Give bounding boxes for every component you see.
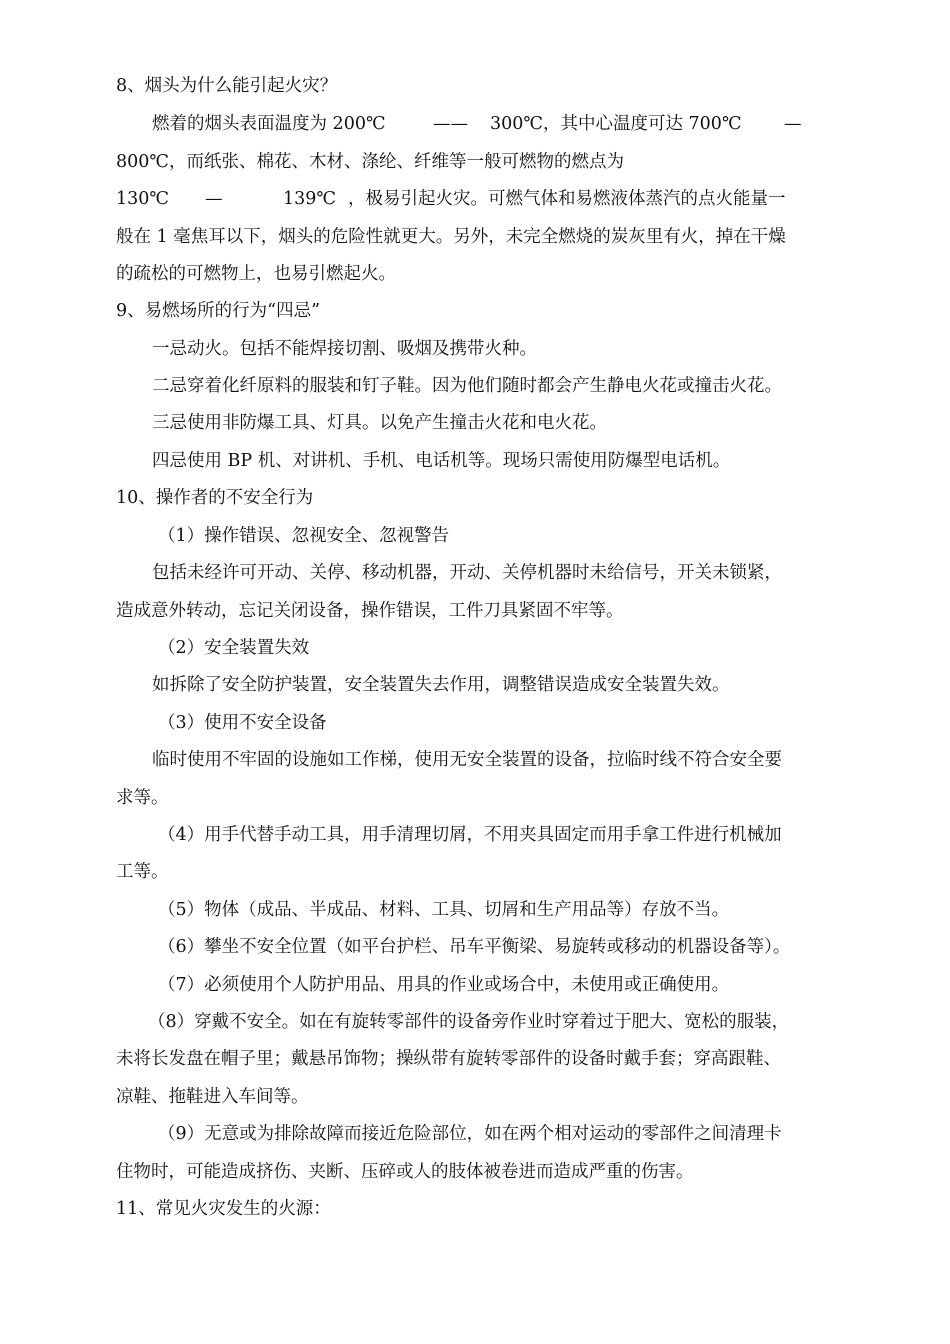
paragraph-text: — [784,114,802,134]
paragraph-text: （6）攀坐不安全位置（如平台护栏、吊车平衡梁、易旋转或移动的机器设备等）。 [158,937,791,957]
paragraph-text: （7）必须使用个人防护用品、用具的作业或场合中，未使用或正确使用。 [158,975,730,995]
list-item: 三忌使用非防爆工具、灯具。以免产生撞击火花和电火花。 [152,413,607,433]
subheading: （1）操作错误、忽视安全、忽视警告 [158,526,450,546]
section-8-heading: 8、烟头为什么能引起火灾？ [116,76,338,96]
paragraph-text: 300℃，其中心温度可达 700℃ [490,114,742,134]
paragraph-text: 工等。 [116,862,169,882]
paragraph-text: 800℃，而纸张、棉花、木材、涤纶、纤维等一般可燃物的燃点为 [116,152,624,172]
paragraph-text: （8）穿戴不安全。如在有旋转零部件的设备旁作业时穿着过于肥大、宽松的服装， [148,1012,790,1032]
list-item: 二忌穿着化纤原料的服装和钉子鞋。因为他们随时都会产生静电火花或撞击火花。 [152,376,782,396]
paragraph-text: 如拆除了安全防护装置，安全装置失去作用，调整错误造成安全装置失效。 [152,675,730,695]
paragraph-text: （4）用手代替手动工具，用手清理切屑，不用夹具固定而用手拿工件进行机械加 [158,825,782,845]
list-item: 四忌使用 BP 机、对讲机、手机、电话机等。现场只需使用防爆型电话机。 [152,451,731,471]
paragraph-text: 139℃ [283,189,336,209]
paragraph-text: — [205,189,223,209]
paragraph-text: 包括未经许可开动、关停、移动机器，开动、关停机器时未给信号，开关未锁紧， [152,563,782,583]
section-11-heading: 11、常见火灾发生的火源： [116,1199,331,1219]
subheading: （3）使用不安全设备 [158,713,327,733]
paragraph-text: 求等。 [116,788,169,808]
paragraph-text: 造成意外转动，忘记关闭设备，操作错误，工件刀具紧固不牢等。 [116,601,624,621]
paragraph-text: 临时使用不牢固的设施如工作梯，使用无安全装置的设备，拉临时线不符合安全要 [152,750,782,770]
section-9-heading: 9、易燃场所的行为“四忌” [116,301,321,321]
paragraph-text: （9）无意或为排除故障而接近危险部位，如在两个相对运动的零部件之间清理卡 [158,1124,782,1144]
paragraph-text: —— [433,114,468,134]
paragraph-text: （5）物体（成品、半成品、材料、工具、切屑和生产用品等）存放不当。 [158,900,730,920]
paragraph-text: ，极易引起火灾。可燃气体和易燃液体蒸汽的点火能量一 [348,189,786,209]
paragraph-text: 住物时，可能造成挤伤、夹断、压碎或人的肢体被卷进而造成严重的伤害。 [116,1162,694,1182]
paragraph-text: 未将长发盘在帽子里；戴悬吊饰物；操纵带有旋转零部件的设备时戴手套；穿高跟鞋、 [116,1049,781,1069]
paragraph-text: 般在 1 毫焦耳以下，烟头的危险性就更大。另外，未完全燃烧的炭灰里有火，掉在干燥 [116,227,786,247]
subheading: （2）安全装置失效 [158,638,310,658]
paragraph-text: 的疏松的可燃物上，也易引燃起火。 [116,264,396,284]
paragraph-text: 凉鞋、拖鞋进入车间等。 [116,1087,309,1107]
list-item: 一忌动火。包括不能焊接切割、吸烟及携带火种。 [152,339,537,359]
section-10-heading: 10、操作者的不安全行为 [116,488,314,508]
paragraph-text: 燃着的烟头表面温度为 200℃ [152,114,386,134]
paragraph-text: 130℃ [116,189,169,209]
